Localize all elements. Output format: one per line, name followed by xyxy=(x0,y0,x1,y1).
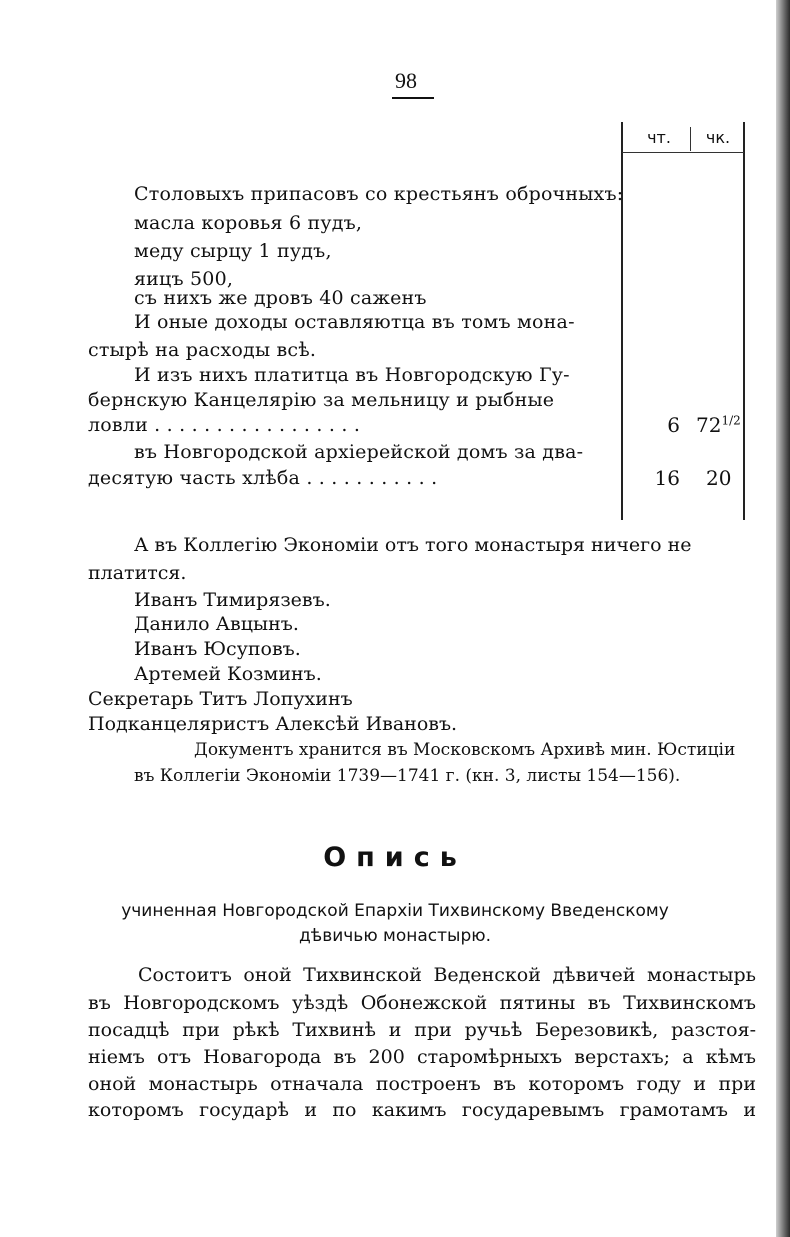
secretary-signature: Секретарь Титъ Лопухинъ xyxy=(88,688,353,710)
source-note: въ Коллегiи Экономiи 1739—1741 г. (кн. 3, листы 154—156). xyxy=(134,766,681,786)
table-line: яицъ 500, xyxy=(134,268,234,290)
table-line: Столовыхъ припасовъ со крестьянъ оброчныхъ: xyxy=(134,183,624,205)
page-number: 98 xyxy=(395,68,417,93)
source-note: Документъ хранится въ Московскомъ Архивѣ мин. Юстицiи xyxy=(194,740,736,760)
signatory: Иванъ Юсуповъ. xyxy=(134,638,301,660)
clerk-signature: Подканцеляристъ Алексѣй Ивановъ. xyxy=(88,713,458,735)
column-header-chetverti: чт. xyxy=(647,128,671,147)
page-edge-shadow xyxy=(776,0,790,1237)
column-header-chetveriki: чк. xyxy=(705,128,731,147)
section-title: Опись xyxy=(323,842,467,873)
amount-chetveriki: 20 xyxy=(706,466,732,490)
table-line: ловли . . . . . . . . . . . . . . . . . xyxy=(88,414,361,436)
signatory: Иванъ Тимирязевъ. xyxy=(134,589,331,611)
closing-line: платится. xyxy=(88,562,187,584)
section-subtitle: учиненная Новгородской Епархiи Тихвинскому Введенскому xyxy=(121,901,669,921)
body-line: нiемъ отъ Новагорода въ 200 старомѣрныхъ верстахъ; а кѣмъ xyxy=(88,1046,756,1068)
table-line: съ нихъ же дровъ 40 саженъ xyxy=(134,287,427,309)
amount-chetverti: 16 xyxy=(654,466,680,490)
closing-line: А въ Коллегiю Экономiи отъ того монастыря ничего не xyxy=(134,534,692,556)
table-line: И оные доходы оставляютца въ томъ мона- xyxy=(134,311,575,333)
body-line: оной монастырь отначала построенъ въ которомъ году и при xyxy=(88,1073,756,1095)
table-line: десятую часть хлѣба . . . . . . . . . . . xyxy=(88,467,438,489)
table-line: бернскую Канцелярiю за мельницу и рыбные xyxy=(88,389,555,411)
table-line: масла коровья 6 пудъ, xyxy=(134,212,363,234)
body-line: которомъ государѣ и по какимъ государевымъ грамотамъ и xyxy=(88,1099,756,1121)
amount-chetveriki: $72^{1/2}$ xyxy=(696,413,741,437)
body-line: Состоитъ оной Тихвинской Веденской дѣвичей монастырь xyxy=(138,964,756,986)
amount-chetverti: 6 xyxy=(667,413,680,437)
section-subtitle: дѣвичью монастырю. xyxy=(299,926,491,946)
signatory: Данило Авцынъ. xyxy=(134,613,299,635)
table-header-rule xyxy=(622,152,744,153)
table-right-rule xyxy=(743,122,745,520)
table-line: стырѣ на расходы всѣ. xyxy=(88,339,317,361)
table-line: меду сырцу 1 пудъ, xyxy=(134,240,332,262)
signatory: Артемей Козминъ. xyxy=(134,663,322,685)
body-line: въ Новгородскомъ уѣздѣ Обонежской пятины въ Тихвинскомъ xyxy=(88,992,756,1014)
table-left-rule xyxy=(621,122,623,520)
table-line: въ Новгородской архiерейской домъ за два- xyxy=(134,441,584,463)
page-number-rule xyxy=(392,97,434,99)
table-line: И изъ нихъ платитца въ Новгородскую Гу- xyxy=(134,364,570,386)
body-line: посадцѣ при рѣкѣ Тихвинѣ и при ручьѣ Березовикѣ, разстоя- xyxy=(88,1019,756,1041)
